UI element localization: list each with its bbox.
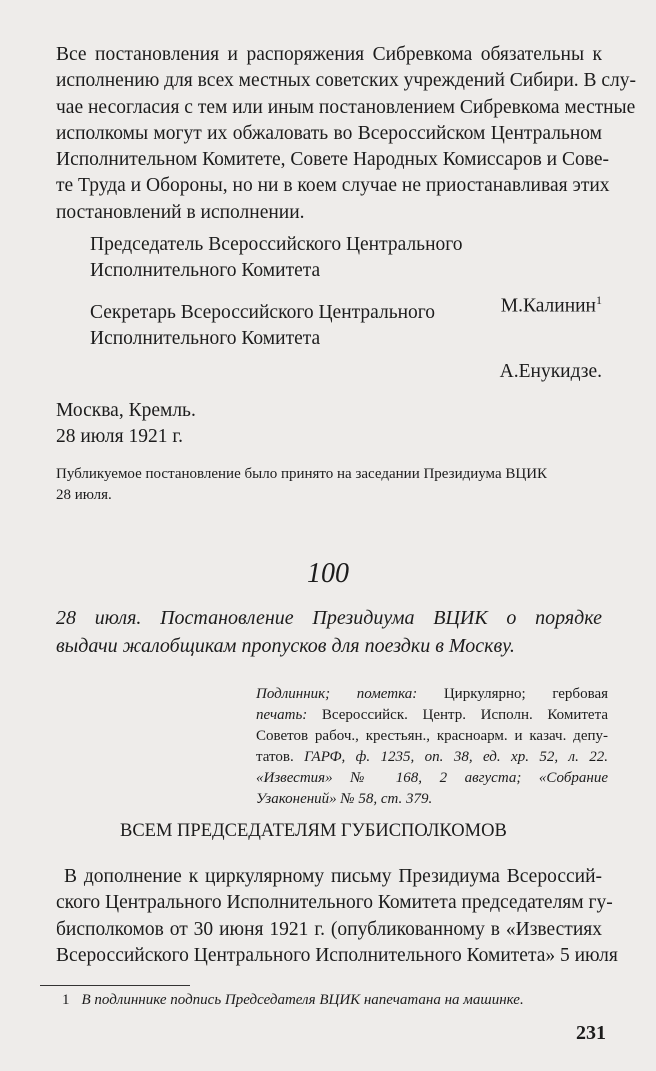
footnote xyxy=(62,990,622,1011)
note-line: 28 июля. xyxy=(56,487,112,503)
paragraph-line: Всероссийского Центрального Исполнительного Комитета» 5 июля xyxy=(56,944,618,966)
paragraph-addition xyxy=(56,864,618,969)
paragraph-line: те Труда и Обороны, но ни в коем случае не приостанавливая этих xyxy=(56,175,610,197)
source-reference xyxy=(256,684,608,810)
publication-note xyxy=(56,464,616,506)
source-run: «Известия» № 168, 2 августа; «Собрание xyxy=(256,770,608,786)
paragraph-line: Исполнительном Комитете, Совете Народных Комиссаров и Сове- xyxy=(56,149,609,171)
signature-name: А.Енукидзе. xyxy=(499,360,602,382)
source-run: Подлинник; пометка: xyxy=(256,686,444,702)
footnote-mark: 1 xyxy=(596,292,602,307)
paragraph-line: постановлений в исполнении. xyxy=(56,201,305,223)
source-run: Советов рабоч., крестьян., красноарм. и казач. депу- xyxy=(256,728,608,744)
paragraph-line: Все постановления и распоряжения Сибревкома обязательны к xyxy=(56,44,602,65)
footnote-text: В подлиннике подпись Председателя ВЦИК напечатана на машинке. xyxy=(81,992,524,1008)
source-line xyxy=(256,768,608,789)
source-run: печать: xyxy=(256,707,322,723)
paragraph-line: чае несогласия с тем или иным постановлением Сибревкома местные xyxy=(56,96,636,118)
signature-title-line: Исполнительного Комитета xyxy=(90,328,321,350)
paragraph-line: В дополнение к циркулярному письму Президиума Всероссий- xyxy=(64,866,602,887)
signature-title-line: Исполнительного Комитета xyxy=(90,260,321,282)
signature-title-line: Председатель Всероссийского Центрального xyxy=(90,234,463,255)
paragraph-line: исполнению для всех местных советских учреждений Сибири. В слу- xyxy=(56,70,637,92)
paragraph-sibrevkom xyxy=(56,42,637,226)
document-title xyxy=(56,604,602,660)
paragraph-line: ского Центрального Исполнительного Комитета председателям гу- xyxy=(56,892,613,914)
footnote-divider xyxy=(40,985,190,986)
paragraph-line: исполкомы могут их обжаловать во Всероссийском Центральном xyxy=(56,122,602,144)
title-line: выдачи жалобщикам пропусков для поездки в Москву. xyxy=(56,635,515,657)
signature-secretary xyxy=(90,300,602,385)
paragraph-line: бисполкомов от 30 июня 1921 г. (опубликованному в «Известиях xyxy=(56,918,602,940)
source-run: Узаконений» № 58, ст. 379. xyxy=(256,791,433,807)
source-line xyxy=(256,705,608,726)
source-line xyxy=(256,684,608,705)
title-line: 28 июля. Постановление Президиума ВЦИК о порядке xyxy=(56,607,602,629)
source-run: татов. xyxy=(256,749,305,765)
document-number: 100 xyxy=(307,558,349,589)
place-date xyxy=(56,398,356,451)
source-run: Всероссийск. Центр. Исполн. Комитета xyxy=(321,707,608,723)
source-line xyxy=(256,747,608,768)
place: Москва, Кремль. xyxy=(56,400,196,421)
signature-title-line: Секретарь Всероссийского Центрального xyxy=(90,302,436,323)
source-line xyxy=(256,726,608,747)
source-run: ГАРФ, ф. 1235, оп. 38, ед. хр. 52, л. 22. xyxy=(304,749,608,765)
source-run: Циркулярно; гербовая xyxy=(443,686,609,702)
note-line: Публикуемое постановление было принято на заседании Президиума ВЦИК xyxy=(56,466,548,482)
date: 28 июля 1921 г. xyxy=(56,426,184,448)
address-heading: ВСЕМ ПРЕДСЕДАТЕЛЯМ ГУБИСПОЛКОМОВ xyxy=(120,821,507,841)
page-number: 231 xyxy=(576,1022,606,1044)
source-line xyxy=(256,789,608,810)
footnote-number: 1 xyxy=(62,992,70,1008)
signature-name-text: М.Калинин xyxy=(500,295,596,317)
